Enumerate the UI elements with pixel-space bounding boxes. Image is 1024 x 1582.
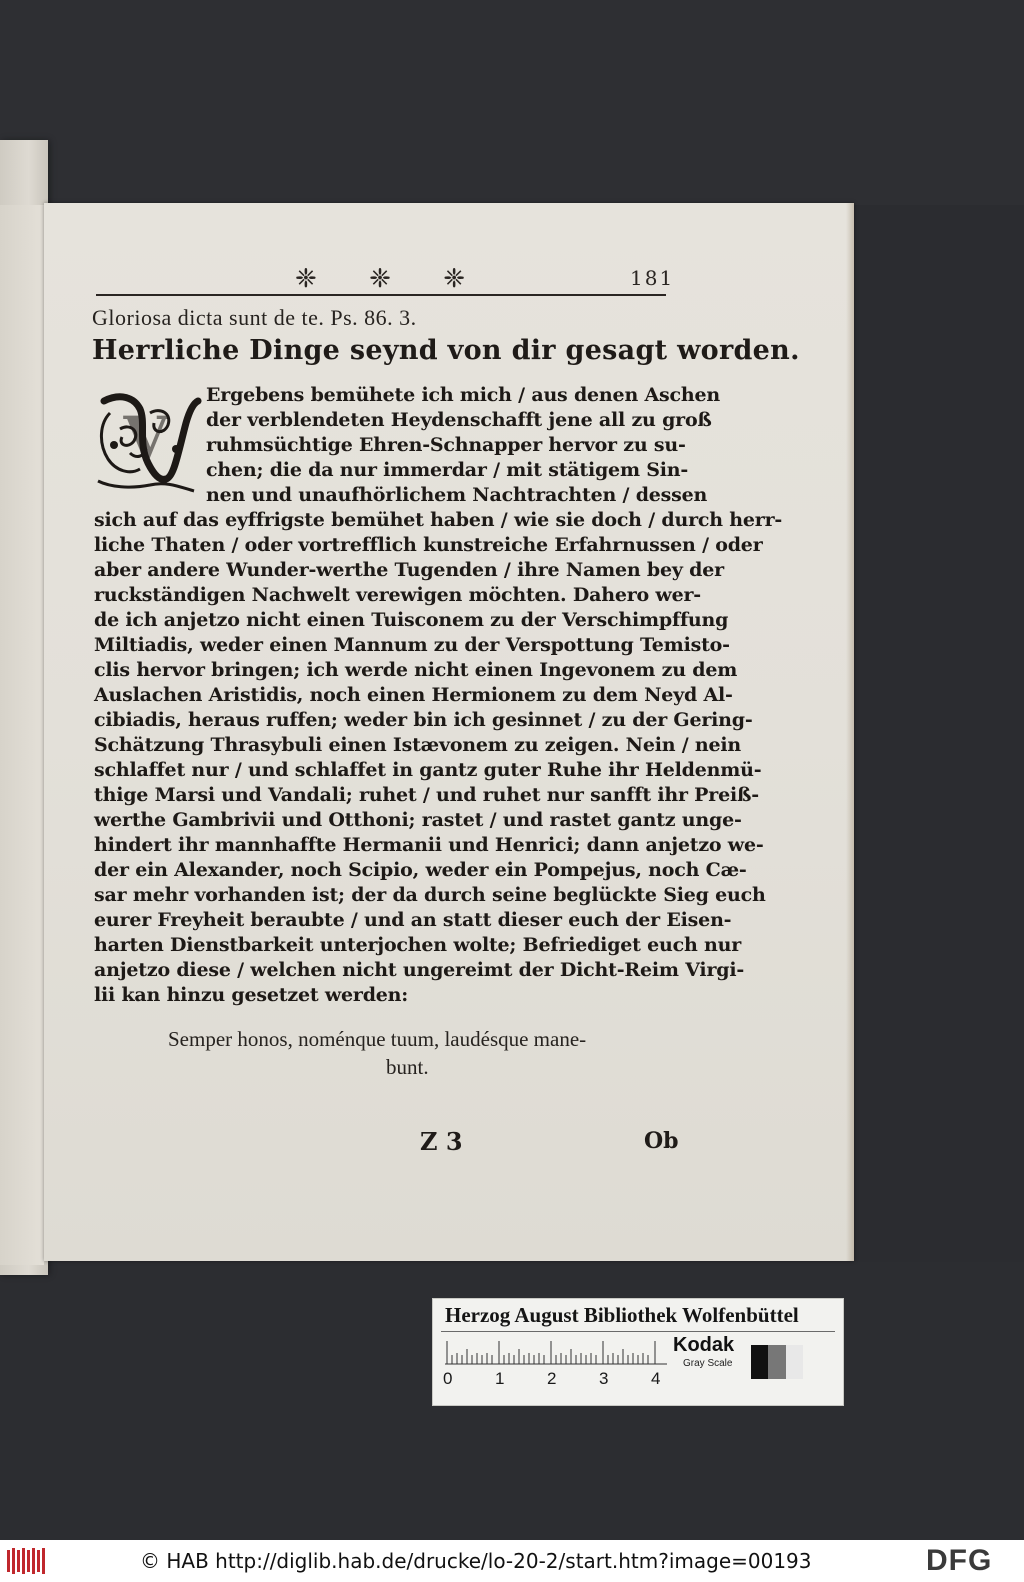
body-line: nen und unaufhörlichem Nachtrachten / dessen [206,484,708,506]
body-line: sich auf das eyffrigste bemühet haben / wie sie doch / durch herr- [94,509,783,531]
ruler-number: 2 [547,1369,557,1388]
ruler-number: 3 [599,1369,609,1388]
body-line: schlaffet nur / und schlaffet in gantz guter Ruhe ihr Heldenmü- [94,759,762,781]
footer-credit-link[interactable]: © HAB http://diglib.hab.de/drucke/lo-20-2/start.htm?image=00193 [140,1549,812,1573]
hab-logo-icon [6,1546,48,1576]
header-rule [96,294,666,296]
body-line: aber andere Wunder-werthe Tugenden / ihre Namen bey der [94,559,724,581]
kodak-subtitle: Gray Scale [683,1358,733,1369]
body-line: Schätzung Thrasybuli einen Istævonem zu zeigen. Nein / nein [94,734,742,756]
signature-mark: Z 3 [420,1127,463,1156]
library-name: Herzog August Bibliothek Wolfenbüttel [445,1303,799,1327]
svg-text:V: V [123,404,169,472]
body-line: werthe Gambrivii und Otthoni; rastet / und rastet gantz unge- [94,809,742,831]
ruler-numbers [441,1369,681,1393]
label-divider [441,1331,835,1332]
body-line: liche Thaten / oder vortrefflich kunstreiche Erfahrnussen / oder [94,534,763,556]
body-line: Auslachen Aristidis, noch einen Hermionem zu dem Neyd Al- [94,684,733,706]
catchword: Ob [644,1128,679,1154]
gray-scale-swatch [751,1345,803,1379]
drop-initial [90,383,202,498]
body-line: der ein Alexander, noch Scipio, weder ein Pompejus, noch Cæ- [94,859,747,881]
page-number: 181 [630,266,675,290]
body-line: Miltiadis, weder einen Mannum zu der Verspottung Temisto- [94,634,730,656]
ruler-number: 0 [443,1369,453,1388]
body-line: chen; die da nur immerdar / mit stätigem Sin- [206,459,689,481]
verse-line: bunt. [386,1055,429,1079]
decorated-initial-icon [90,383,202,498]
swatch-white [786,1345,803,1379]
body-line: thige Marsi und Vandali; ruhet / und ruhet nur sanfft ihr Preiß- [94,784,759,806]
previous-page-strip [0,205,44,1265]
ruler-number: 4 [651,1369,661,1388]
scan-backdrop-top [0,0,1024,205]
ruler-number: 1 [495,1369,505,1388]
ornament-icon: ❈ [369,264,391,294]
ruler-scale [445,1337,667,1365]
body-line: de ich anjetzo nicht einen Tuisconem zu der Verschimpffung [94,609,729,631]
body-line: Ergebens bemühete ich mich / aus denen Aschen [206,384,720,406]
swatch-gray [768,1345,785,1379]
body-line: harten Dienstbarkeit unterjochen wolte; Befriediget euch nur [94,934,742,956]
swatch-black [751,1345,768,1379]
dfg-logo: DFG [926,1544,993,1577]
ornament-icon: ❈ [295,264,317,294]
body-line: lii kan hinzu gesetzet werden: [94,984,409,1006]
ruler-icon [445,1337,667,1365]
latin-motto: Gloriosa dicta sunt de te. Ps. 86. 3. [92,305,417,330]
footer-bar [0,1540,1024,1582]
body-line: hindert ihr mannhaffte Hermanii und Henrici; dann anjetzo we- [94,834,764,856]
body-line: ruckständigen Nachwelt verewigen möchten. Dahero wer- [94,584,701,606]
german-motto: Herrliche Dinge seynd von dir gesagt worden. [92,335,800,366]
body-line: clis hervor bringen; ich werde nicht einen Ingevonem zu dem [94,659,738,681]
kodak-brand: Kodak [673,1334,735,1356]
header-ornaments [295,262,465,296]
body-line: ruhmsüchtige Ehren-Schnapper hervor zu su- [206,434,686,456]
body-line: sar mehr vorhanden ist; der da durch seine beglückte Sieg euch [94,884,766,906]
ornament-icon: ❈ [443,264,465,294]
body-line: der verblendeten Heydenschafft jene all zu groß [206,409,712,431]
library-scale-label [432,1298,844,1406]
body-line: cibiadis, heraus ruffen; weder bin ich gesinnet / zu der Gering- [94,709,753,731]
body-line: anjetzo diese / welchen nicht ungereimt der Dicht-Reim Virgi- [94,959,745,981]
verse-line: Semper honos, noménque tuum, laudésque mane- [168,1027,587,1051]
body-line: eurer Freyheit beraubte / und an statt dieser euch der Eisen- [94,909,732,931]
